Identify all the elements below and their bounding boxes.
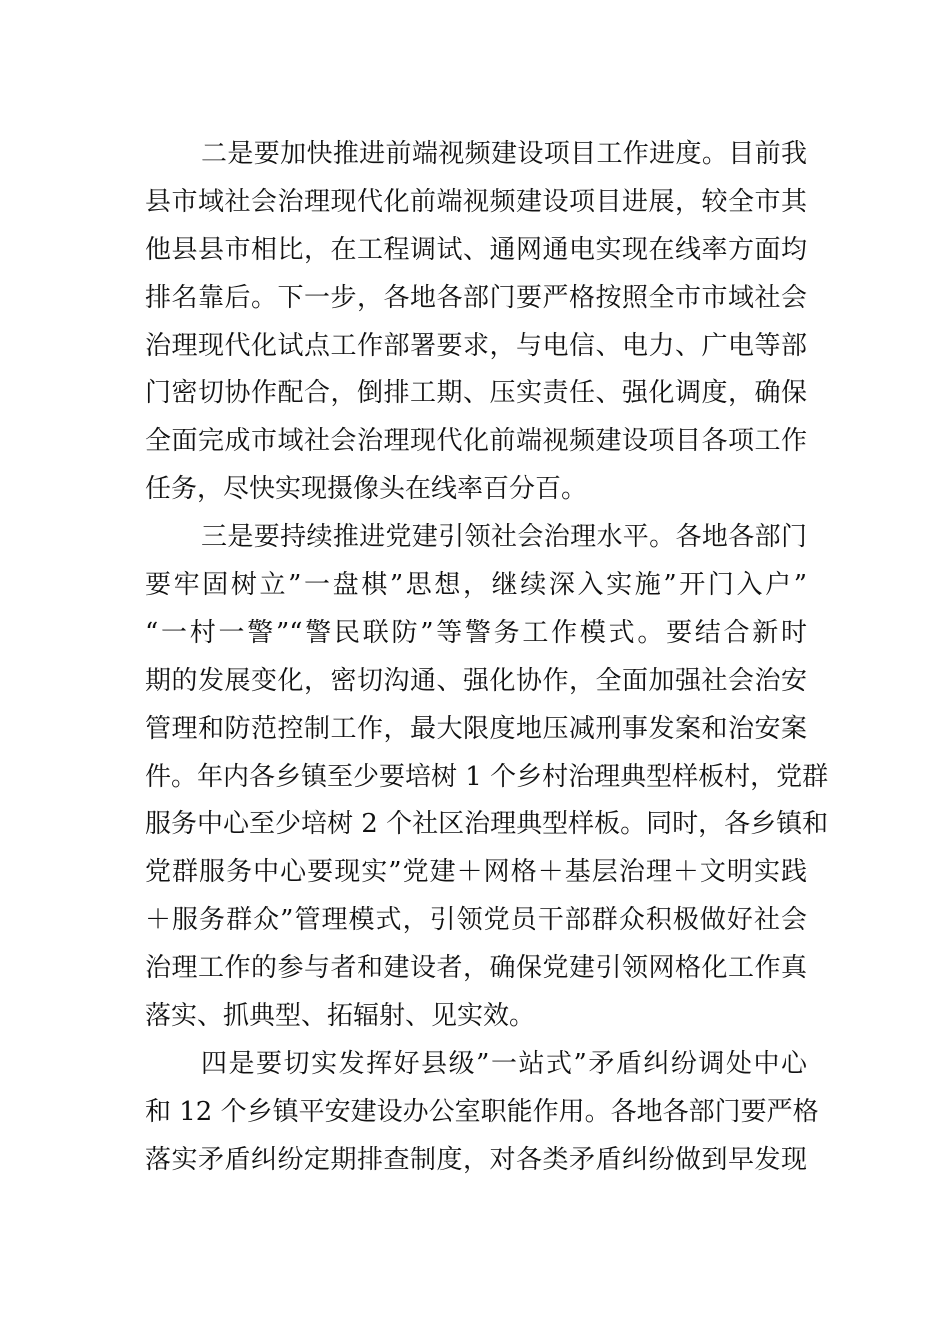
text-line: 排名靠后。下一步，各地各部门要严格按照全市市域社会 [145,282,807,313]
text-line: 治理工作的参与者和建设者，确保党建引领网格化工作真 [145,953,807,984]
text-line: 门密切协作配合，倒排工期、压实责任、强化调度，确保 [145,378,807,409]
text-line: 二是要加快推进前端视频建设项目工作进度。目前我 [201,139,807,169]
text-line: 落实矛盾纠纷定期排查制度，对各类矛盾纠纷做到早发现 [145,1144,807,1175]
text-line: 和 12 个乡镇平安建设办公室职能作用。各地各部门要严格 [145,1096,819,1127]
document-page [145,131,829,1185]
paragraph-2 [145,131,807,514]
text-line: 党群服务中心要现实”党建＋网格＋基层治理＋文明实践 [145,857,807,888]
text-line: “一村一警”“警民联防”等警务工作模式。要结合新时 [145,617,807,648]
text-line: 县市域社会治理现代化前端视频建设项目进展，较全市其 [145,186,807,217]
text-line: 他县县市相比，在工程调试、通网通电实现在线率方面均 [145,234,807,265]
text-line: 四是要切实发挥好县级”一站式”矛盾纠纷调处中心 [201,1048,807,1079]
text-line: ＋服务群众”管理模式，引领党员干部群众积极做好社会 [145,905,807,936]
text-line: 三是要持续推进党建引领社会治理水平。各地各部门 [201,522,807,553]
text-line: 任务，尽快实现摄像头在线率百分百。 [145,474,588,505]
text-line: 落实、抓典型、拓辐射、见实效。 [145,1001,536,1032]
text-line: 要牢固树立”一盘棋”思想，继续深入实施”开门入户” [145,570,807,601]
paragraph-4 [145,1041,819,1185]
text-line: 期的发展变化，密切沟通、强化协作，全面加强社会治安 [145,665,807,696]
paragraph-3 [145,514,829,1041]
text-line: 服务中心至少培树 2 个社区治理典型样板。同时，各乡镇和 [145,809,829,840]
text-line: 全面完成市域社会治理现代化前端视频建设项目各项工作 [145,426,807,457]
text-line: 件。年内各乡镇至少要培树 1 个乡村治理典型样板村，党群 [145,761,829,792]
text-line: 管理和防范控制工作，最大限度地压减刑事发案和治安案 [145,713,807,744]
text-line: 治理现代化试点工作部署要求，与电信、电力、广电等部 [145,330,807,361]
